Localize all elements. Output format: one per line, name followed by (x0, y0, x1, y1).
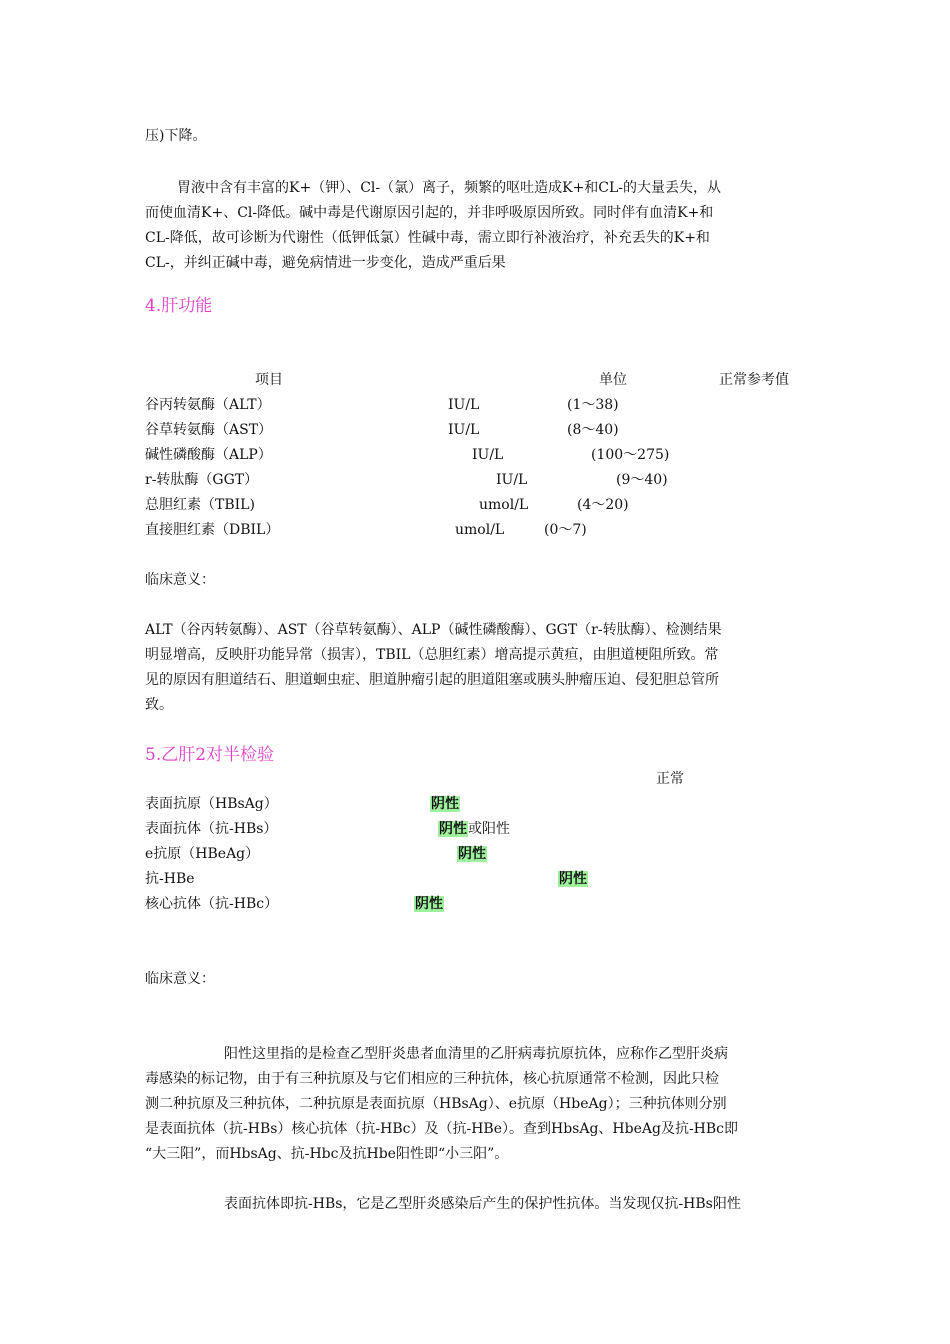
clinical-text-line: 明显增高，反映肝功能异常（损害），TBIL（总胆红素）增高提示黄疸，由胆道梗阻所致。常 (145, 647, 719, 663)
hepb-result (558, 867, 588, 892)
table-cell-unit: umol/L (455, 522, 505, 538)
table-cell-ref: (9～40) (616, 472, 668, 488)
table-header-item: 项目 (255, 372, 283, 388)
hepb-result (457, 842, 487, 867)
table-header-unit: 单位 (599, 372, 627, 388)
negative-badge: 阴性 (415, 896, 443, 912)
clinical-label: 临床意义： (145, 971, 215, 987)
hepb-paragraph-line: “大三阳”，而HbsAg、抗-Hbc及抗Hbe阳性即“小三阳”。 (145, 1146, 509, 1162)
table-cell-unit: IU/L (496, 472, 528, 488)
table-cell-item: 总胆红素（TBIL) (145, 497, 255, 513)
table-cell-unit: IU/L (448, 397, 480, 413)
table-cell-item: 直接胆红素（DBIL） (145, 522, 280, 538)
table-cell-ref: (100～275) (591, 447, 670, 463)
hepb-paragraph-line: 阳性这里指的是检查乙型肝炎患者血清里的乙肝病毒抗原抗体，应称作乙型肝炎病 (224, 1046, 728, 1062)
section-heading-liver: 4.肝功能 (145, 296, 213, 316)
intro-paragraph-line: CL-，并纠正碱中毒，避免病情进一步变化，造成严重后果 (145, 255, 506, 271)
intro-paragraph-line: CL-降低，故可诊断为代谢性（低钾低氯）性碱中毒，需立即行补液治疗，补充丢失的K+和 (145, 230, 710, 246)
table-cell-item: 碱性磷酸酶（ALP） (145, 447, 272, 463)
hepb-result (414, 892, 444, 917)
negative-badge: 阴性 (431, 796, 459, 812)
table-cell-unit: IU/L (472, 447, 504, 463)
table-cell-unit: umol/L (479, 497, 529, 513)
negative-badge: 阴性 (559, 871, 587, 887)
negative-badge: 阴性 (458, 846, 486, 862)
intro-paragraph-line: 而使血清K+、Cl-降低。碱中毒是代谢原因引起的，并非呼吸原因所致。同时伴有血清K+和 (145, 205, 714, 221)
normal-column-header: 正常 (656, 771, 684, 787)
hepb-item-name: 核心抗体（抗-HBc） (145, 896, 279, 912)
table-header-ref: 正常参考值 (719, 372, 789, 388)
table-cell-ref: (0～7) (544, 522, 587, 538)
table-cell-item: 谷草转氨酶（AST） (145, 422, 273, 438)
hepb-paragraph-line: 表面抗体即抗-HBs，它是乙型肝炎感染后产生的保护性抗体。当发现仅抗-HBs阳性 (224, 1196, 741, 1212)
table-cell-item: r-转肽酶（GGT） (145, 472, 259, 488)
intro-paragraph-line: 胃液中含有丰富的K+（钾）、Cl-（氯）离子，频繁的呕吐造成K+和CL-的大量丢失，从 (177, 180, 722, 196)
hepb-paragraph-line: 毒感染的标记物，由于有三种抗原及与它们相应的三种抗体，核心抗原通常不检测，因此只检 (145, 1071, 719, 1087)
clinical-text-line: ALT（谷丙转氨酶）、AST（谷草转氨酶）、ALP（碱性磷酸酶）、GGT（r-转肽酶）、检测结果 (145, 622, 722, 638)
table-cell-item: 谷丙转氨酶（ALT） (145, 397, 271, 413)
table-cell-ref: (1～38) (567, 397, 619, 413)
clinical-text-line: 致。 (145, 697, 173, 713)
intro-line: 压)下降。 (145, 128, 207, 144)
table-cell-unit: IU/L (448, 422, 480, 438)
section-heading-hepb: 5.乙肝2对半检验 (145, 745, 275, 765)
hepb-result (438, 817, 510, 842)
hepb-item-name: e抗原（HBeAg） (145, 846, 260, 862)
negative-badge: 阴性 (439, 821, 467, 837)
hepb-item-name: 表面抗原（HBsAg） (145, 796, 278, 812)
hepb-paragraph-line: 测二种抗原及三种抗体，二种抗原是表面抗原（HBsAg）、e抗原（HbeAg）；三种抗体则分别 (145, 1096, 727, 1112)
hepb-result (430, 792, 460, 817)
hepb-item-name: 抗-HBe (145, 871, 195, 887)
clinical-text-line: 见的原因有胆道结石、胆道蛔虫症、胆道肿瘤引起的胆道阻塞或胰头肿瘤压迫、侵犯胆总管所 (145, 672, 719, 688)
table-cell-ref: (8～40) (567, 422, 619, 438)
hepb-item-name: 表面抗体（抗-HBs） (145, 821, 278, 837)
clinical-label: 临床意义： (145, 572, 215, 588)
table-cell-ref: (4～20) (577, 497, 629, 513)
hepb-result-suffix: 或阳性 (468, 821, 510, 837)
hepb-paragraph-line: 是表面抗体（抗-HBs）核心抗体（抗-HBc）及（抗-HBe）。查到HbsAg、HbeAg及抗-HBc即 (145, 1121, 739, 1137)
